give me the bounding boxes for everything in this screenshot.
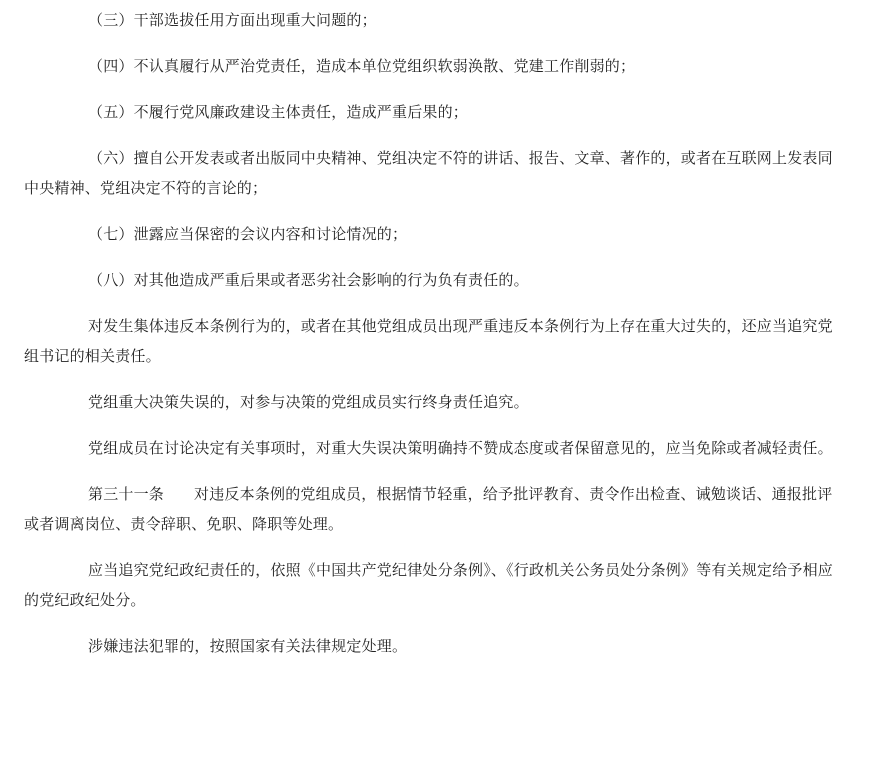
discipline-paragraph: 应当追究党纪政纪责任的，依照《中国共产党纪律处分条例》、《行政机关公务员处分条例》等有关规定给予相应的党纪政纪处分。 [24,561,834,609]
dissent-exemption-paragraph: 党组成员在讨论决定有关事项时，对重大失误决策明确持不赞成态度或者保留意见的，应当免除或者减轻责任。 [88,439,833,457]
article-31-paragraph [24,479,836,539]
clause-6: （六）擅自公开发表或者出版同中央精神、党组决定不符的讲话、报告、文章、著作的，或者在互联网上发表同中央精神、党组决定不符的言论的； [24,149,833,197]
decision-error-paragraph: 党组重大决策失误的，对参与决策的党组成员实行终身责任追究。 [88,393,529,411]
clause-8: （八）对其他造成严重后果或者恶劣社会影响的行为负有责任的。 [88,271,529,289]
collective-violation-paragraph: 对发生集体违反本条例行为的，或者在其他党组成员出现严重违反本条例行为上存在重大过失的，还应当追究党组书记的相关责任。 [24,317,833,365]
clause-3: （三）干部选拔任用方面出现重大问题的； [88,11,377,29]
clause-5: （五）不履行党风廉政建设主体责任，造成严重后果的； [88,103,469,121]
document-body [24,0,836,661]
clause-4: （四）不认真履行从严治党责任，造成本单位党组织软弱涣散、党建工作削弱的； [88,57,636,75]
legal-paragraph: 涉嫌违法犯罪的，按照国家有关法律规定处理。 [88,637,408,655]
article-text: 对违反本条例的党组成员，根据情节轻重，给予批评教育、责令作出检查、诫勉谈话、通报批评或者调离岗位、责令辞职、免职、降职等处理。 [24,485,833,533]
article-number: 第三十一条 [88,485,165,503]
clause-7: （七）泄露应当保密的会议内容和讨论情况的； [88,225,408,243]
